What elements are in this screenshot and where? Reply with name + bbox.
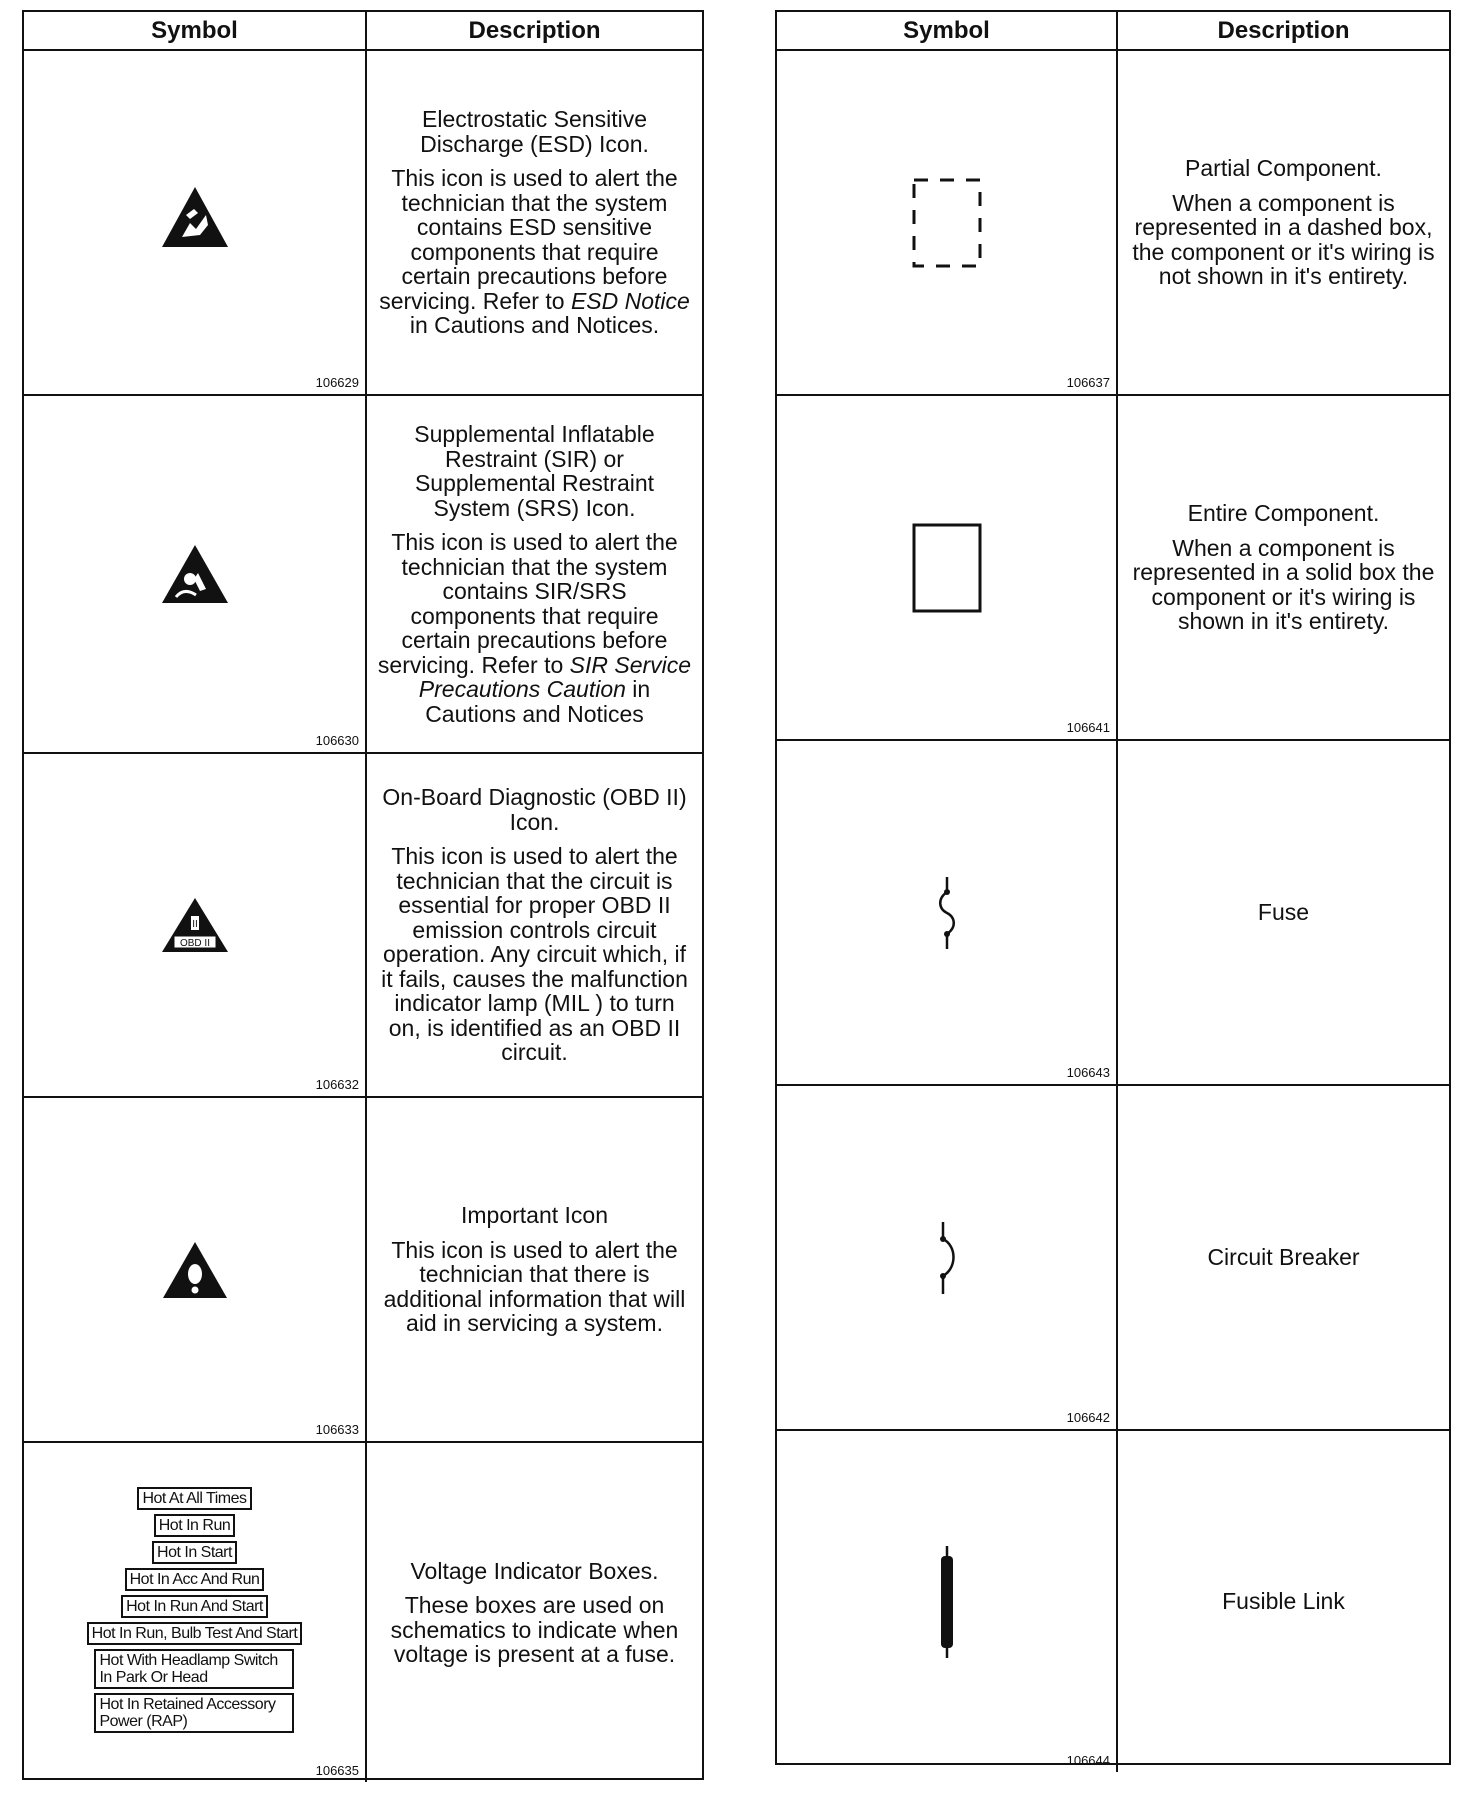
description-title: Fuse [1257, 899, 1310, 926]
table-row [777, 741, 1449, 1086]
obd-ii-icon-label: OBD II [179, 938, 210, 949]
table-header [24, 12, 702, 51]
description-title: Fusible Link [1222, 1588, 1345, 1615]
header-description: Description [468, 16, 601, 44]
important-icon [161, 1240, 229, 1300]
solid-box-icon [911, 522, 983, 614]
figure-code: 106633 [315, 1422, 359, 1437]
description-body: This icon is used to alert the technician that the circuit is essential for proper OBD II emission controls circuit operation. Any circuit which, if it fails, causes the malfunction indicator lamp (MIL ) to turn on, is identified as an OBD II circuit. [381, 843, 688, 1066]
voltage-box: Hot In Run [154, 1514, 235, 1537]
description-cell [1118, 396, 1449, 739]
description-cell [367, 396, 702, 752]
description-cell [1118, 741, 1449, 1084]
description-title: Important Icon [460, 1202, 609, 1229]
header-symbol: Symbol [777, 12, 1118, 49]
figure-code: 106644 [1066, 1753, 1110, 1768]
description-body: This icon is used to alert the technician that there is additional information that will aid in servicing a system. [383, 1236, 686, 1337]
table-row [777, 1086, 1449, 1431]
figure-code: 106630 [315, 733, 359, 748]
table-row [24, 1443, 702, 1782]
description-title: On-Board Diagnostic (OBD II) Icon. [382, 784, 687, 835]
symbol-cell [24, 1443, 367, 1782]
voltage-box: Hot In Acc And Run [125, 1568, 265, 1591]
table-row [777, 51, 1449, 396]
symbol-cell [24, 754, 367, 1096]
description-title: Circuit Breaker [1207, 1244, 1360, 1271]
description-title: Voltage Indicator Boxes. [410, 1557, 659, 1584]
header-symbol: Symbol [24, 12, 367, 49]
description-body: These boxes are used on schematics to indicate when voltage is present at a fuse. [390, 1592, 679, 1667]
figure-code: 106641 [1066, 720, 1110, 735]
symbol-cell [24, 396, 367, 752]
figure-code: 106632 [315, 1077, 359, 1092]
fuse-icon [935, 877, 959, 949]
figure-code: 106629 [315, 375, 359, 390]
symbol-cell [777, 51, 1118, 394]
obd-ii-icon [160, 896, 230, 954]
dashed-box-icon [911, 177, 983, 269]
voltage-box: Hot In Start [152, 1541, 237, 1564]
table-header [777, 12, 1449, 51]
fusible-link-icon [937, 1546, 957, 1658]
description-title: Electrostatic Sensitive Discharge (ESD) Icon. [420, 106, 649, 157]
sir-srs-icon [160, 543, 230, 605]
svg-text:II: II [191, 919, 198, 930]
esd-icon [160, 185, 230, 249]
table-row [24, 51, 702, 396]
voltage-box: Hot In Retained Accessory Power (RAP) [94, 1693, 294, 1733]
table-row [777, 396, 1449, 741]
description-body: When a component is represented in a solid box the component or it's wiring is shown in it's entirety. [1132, 534, 1435, 635]
symbol-cell [24, 1098, 367, 1441]
symbol-cell [777, 396, 1118, 739]
table-row [777, 1431, 1449, 1772]
description-cell [367, 1098, 702, 1441]
description-body: This icon is used to alert the technician that the system contains ESD sensitive components that require certain precautions before servicing. Refer to ESD Notice in Cautions and Notices. [379, 165, 690, 339]
description-body: When a component is represented in a dashed box, the component or it's wiring is not shown in it's entirety. [1132, 189, 1435, 290]
voltage-indicator-boxes [87, 1485, 303, 1735]
description-title: Partial Component. [1185, 155, 1382, 182]
symbols-table-left [22, 10, 704, 1780]
circuit-breaker-icon [935, 1222, 959, 1294]
figure-code: 106637 [1066, 375, 1110, 390]
figure-code: 106643 [1066, 1065, 1110, 1080]
description-cell [1118, 1431, 1449, 1772]
header-description: Description [1217, 16, 1350, 44]
description-cell [1118, 1086, 1449, 1429]
description-cell [367, 1443, 702, 1782]
symbol-cell [777, 1431, 1118, 1772]
table-row [24, 1098, 702, 1443]
symbol-cell [24, 51, 367, 394]
table-row [24, 754, 702, 1098]
symbol-cell [777, 741, 1118, 1084]
figure-code: 106635 [315, 1763, 359, 1778]
voltage-box: Hot In Run, Bulb Test And Start [87, 1622, 303, 1645]
description-cell [1118, 51, 1449, 394]
description-title: Entire Component. [1187, 500, 1380, 527]
description-cell [367, 754, 702, 1096]
symbol-cell [777, 1086, 1118, 1429]
voltage-box: Hot With Headlamp Switch In Park Or Head [94, 1649, 294, 1689]
symbols-table-right [775, 10, 1451, 1768]
voltage-box: Hot At All Times [137, 1487, 251, 1510]
table-row [24, 396, 702, 754]
voltage-box: Hot In Run And Start [121, 1595, 268, 1618]
description-body: This icon is used to alert the technician that the system contains SIR/SRS components that require certain precautions before servicing. Refer to SIR Service Precautions Caution in Cautions and Notices [377, 529, 692, 727]
description-title: Supplemental Inflatable Restraint (SIR) or Supplemental Restraint System (SRS) Icon. [414, 421, 655, 521]
description-cell [367, 51, 702, 394]
figure-code: 106642 [1066, 1410, 1110, 1425]
